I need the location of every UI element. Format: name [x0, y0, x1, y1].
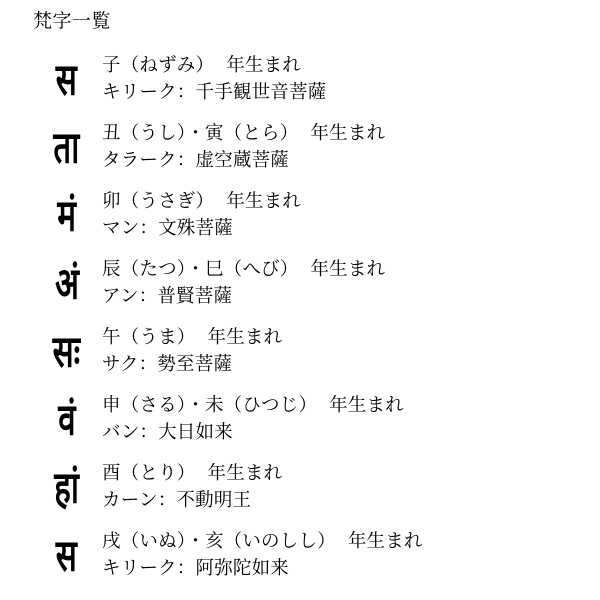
zodiac-line [102, 529, 423, 556]
entry-text [102, 185, 301, 247]
mantra-line: キリーク：千手観世音菩薩 [102, 82, 327, 103]
bonji-seed-glyph: स [56, 529, 76, 582]
entry-text [102, 117, 385, 179]
year-suffix: 年生まれ [310, 259, 386, 281]
bonji-glyph-cell [30, 525, 102, 587]
bonji-glyph-cell [30, 49, 102, 111]
bonji-list [0, 46, 600, 590]
list-item [0, 386, 600, 454]
zodiac-line [102, 461, 282, 488]
list-item [0, 182, 600, 250]
zodiac-label: 午（うま） [102, 327, 196, 349]
zodiac-line [102, 257, 385, 284]
bonji-glyph-cell [30, 321, 102, 383]
entry-text [102, 457, 282, 519]
entry-text [102, 321, 282, 383]
year-suffix: 年生まれ [226, 191, 302, 213]
list-item [0, 46, 600, 114]
mantra-line: キリーク：阿弥陀如来 [102, 558, 290, 579]
year-suffix: 年生まれ [207, 463, 283, 485]
zodiac-label: 辰（たつ）・巳（へび） [102, 259, 299, 281]
zodiac-line [102, 393, 404, 420]
mantra-line: バン：大日如来 [102, 422, 233, 443]
list-item [0, 250, 600, 318]
mantra-line: アン：普賢菩薩 [102, 286, 233, 307]
mantra-line: タラーク：虚空蔵菩薩 [102, 150, 290, 171]
mantra-line: サク：勢至菩薩 [102, 354, 233, 375]
year-suffix: 年生まれ [310, 123, 386, 145]
page-title: 梵字一覧 [33, 10, 112, 32]
bonji-glyph-cell [30, 389, 102, 451]
year-suffix: 年生まれ [226, 55, 302, 77]
zodiac-line [102, 189, 301, 216]
zodiac-label: 子（ねずみ） [102, 55, 215, 77]
list-item [0, 318, 600, 386]
list-item [0, 114, 600, 182]
entry-text [102, 525, 423, 587]
bonji-seed-glyph: वं [58, 393, 74, 446]
entry-text [102, 253, 385, 315]
zodiac-label: 申（さる）・未（ひつじ） [102, 395, 318, 417]
bonji-glyph-cell [30, 253, 102, 315]
year-suffix: 年生まれ [329, 395, 404, 417]
list-item [0, 522, 600, 590]
zodiac-line [102, 325, 282, 352]
bonji-seed-glyph: स [56, 53, 76, 106]
bonji-seed-glyph: सः [53, 325, 79, 378]
bonji-seed-glyph: हां [54, 461, 78, 514]
bonji-glyph-cell [30, 185, 102, 247]
zodiac-label: 戌（いぬ）・亥（いのしし） [102, 531, 336, 553]
zodiac-label: 丑（うし）・寅（とら） [102, 123, 299, 145]
zodiac-line [102, 53, 326, 80]
bonji-glyph-cell [30, 457, 102, 519]
year-suffix: 年生まれ [207, 327, 283, 349]
entry-text [102, 49, 326, 111]
mantra-line: カーン：不動明王 [102, 490, 252, 511]
zodiac-label: 酉（とり） [102, 463, 196, 485]
entry-text [102, 389, 404, 451]
bonji-seed-glyph: अं [54, 257, 78, 310]
mantra-line: マン：文殊菩薩 [102, 218, 233, 239]
list-item [0, 454, 600, 522]
zodiac-label: 卯（うさぎ） [102, 191, 215, 213]
year-suffix: 年生まれ [347, 531, 423, 553]
bonji-seed-glyph: ता [53, 121, 79, 174]
bonji-glyph-cell [30, 117, 102, 179]
zodiac-line [102, 121, 385, 148]
bonji-seed-glyph: मं [57, 189, 75, 242]
